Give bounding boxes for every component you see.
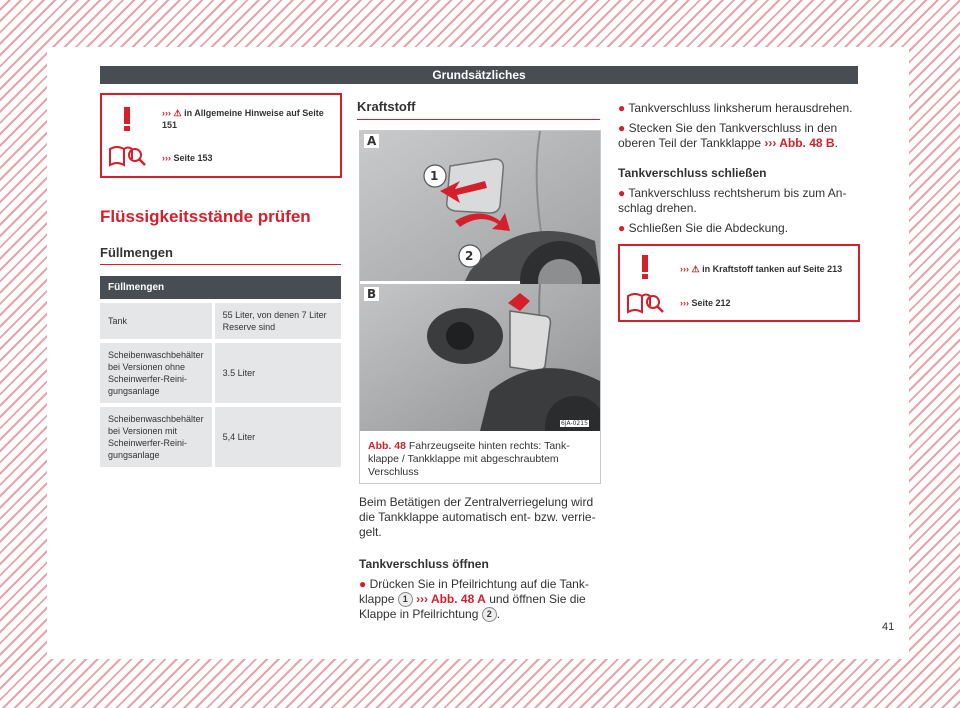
figure-box xyxy=(359,130,601,484)
right-notice-warning-text xyxy=(680,263,842,275)
close-title: Tankverschluss schließen xyxy=(618,166,767,180)
left-notice-warning-ref[interactable]: in Allgemeine Hinweise auf Seite 151 xyxy=(162,108,324,130)
page-number: 41 xyxy=(882,621,895,633)
right-notice-page-ref xyxy=(680,297,731,309)
right-step-a-text: Tankverschluss linksherum herausdrehen. xyxy=(628,101,853,115)
arrows: ››› xyxy=(680,298,689,308)
right-notice-warning-ref[interactable]: in Kraftstoff tanken auf Seite 213 xyxy=(699,264,843,274)
bullet: ● xyxy=(618,186,626,200)
table-cell-value: 55 Liter, von denen 7 Liter Reserve sind xyxy=(213,301,341,341)
bullet: ● xyxy=(618,221,626,235)
open-step-1-text-a: Drücken Sie in Pfeilrichtung auf die Tank-klappe xyxy=(359,577,589,606)
left-notice-box xyxy=(100,93,342,178)
right-step-b xyxy=(618,121,858,151)
figure-ref-link[interactable]: ››› Abb. 48 A xyxy=(416,592,486,606)
kraftstoff-rule xyxy=(357,119,600,120)
close-step-a xyxy=(618,186,858,216)
table-cell-value: 5,4 Liter xyxy=(213,405,341,467)
arrows: ››› xyxy=(680,264,689,274)
kraftstoff-intro: Beim Betätigen der Zentralverriegelung wird die Tankklappe automatisch ent- bzw. verrie-gelt. xyxy=(359,495,596,539)
callout-badge-2: 2 xyxy=(482,607,497,622)
subtitle-rule xyxy=(100,264,341,265)
figure-caption-text: Fahrzeugseite hinten rechts: Tank-klappe / Tankklappe mit abgeschraubtem Verschluss xyxy=(368,440,570,478)
header-bar: Grundsätzliches xyxy=(100,66,858,84)
table-header: Füllmengen xyxy=(100,276,341,301)
right-notice-box xyxy=(618,244,860,322)
table-cell-value: 3.5 Liter xyxy=(213,341,341,405)
close-step-b-text: Schließen Sie die Abdeckung. xyxy=(628,221,789,235)
sub-title: Füllmengen xyxy=(100,245,173,260)
arrows: ››› xyxy=(162,153,171,163)
fuel-flap-illustration xyxy=(360,131,600,431)
callout-1: 1 xyxy=(430,169,439,183)
open-step-1 xyxy=(359,577,599,622)
alert-icon xyxy=(115,105,139,133)
figure-code: 6JA-0215 xyxy=(561,420,588,427)
table-cell-label: Scheibenwaschbehälter bei Versionen ohne Scheinwerfer-Reini-gungsanlage xyxy=(100,341,213,405)
bullet: ● xyxy=(618,121,626,135)
left-notice-page-link[interactable]: Seite 153 xyxy=(171,153,213,163)
table-row xyxy=(100,405,341,467)
open-title: Tankverschluss öffnen xyxy=(359,557,489,571)
table-cell-label: Tank xyxy=(100,301,213,341)
right-step-b-text: Stecken Sie den Tankverschluss in den oberen Teil der Tankklappe xyxy=(618,121,838,150)
right-notice-page-link[interactable]: Seite 212 xyxy=(689,298,731,308)
panel-b-label: B xyxy=(364,287,379,301)
figure-ref-link[interactable]: ››› Abb. 48 B xyxy=(764,136,835,150)
warning-triangle-icon: ⚠ xyxy=(691,264,700,274)
section-title: Flüssigkeitsstände prüfen xyxy=(100,207,311,226)
open-step-1-text-b: und öffnen Sie die Klappe in Pfeilrichtung xyxy=(359,592,586,621)
right-step-b-end: . xyxy=(834,136,838,150)
close-step-a-text: Tankverschluss rechtsherum bis zum An-schlag drehen. xyxy=(618,186,847,215)
panel-a-label: A xyxy=(364,134,379,148)
left-notice-warning-text xyxy=(162,107,332,131)
table-cell-label: Scheibenwaschbehälter bei Versionen mit Scheinwerfer-Reini-gungsanlage xyxy=(100,405,213,467)
callout-2: 2 xyxy=(465,249,474,263)
close-step-b xyxy=(618,221,858,236)
open-step-1-end: . xyxy=(496,607,501,621)
figure-caption-label: Abb. 48 xyxy=(368,440,406,452)
table-row xyxy=(100,301,341,341)
bullet: ● xyxy=(359,577,367,591)
fill-quantities-table xyxy=(100,276,341,467)
kraftstoff-title: Kraftstoff xyxy=(357,99,416,114)
table-row xyxy=(100,341,341,405)
bullet: ● xyxy=(618,101,626,115)
warning-triangle-icon: ⚠ xyxy=(173,108,182,118)
book-search-icon xyxy=(108,143,148,169)
right-step-a xyxy=(618,101,858,116)
book-search-icon xyxy=(626,290,666,316)
alert-icon xyxy=(633,253,657,281)
left-notice-page-ref xyxy=(162,152,213,164)
arrows: ››› xyxy=(162,108,171,118)
callout-badge-1: 1 xyxy=(398,592,413,607)
figure-caption xyxy=(368,440,593,479)
